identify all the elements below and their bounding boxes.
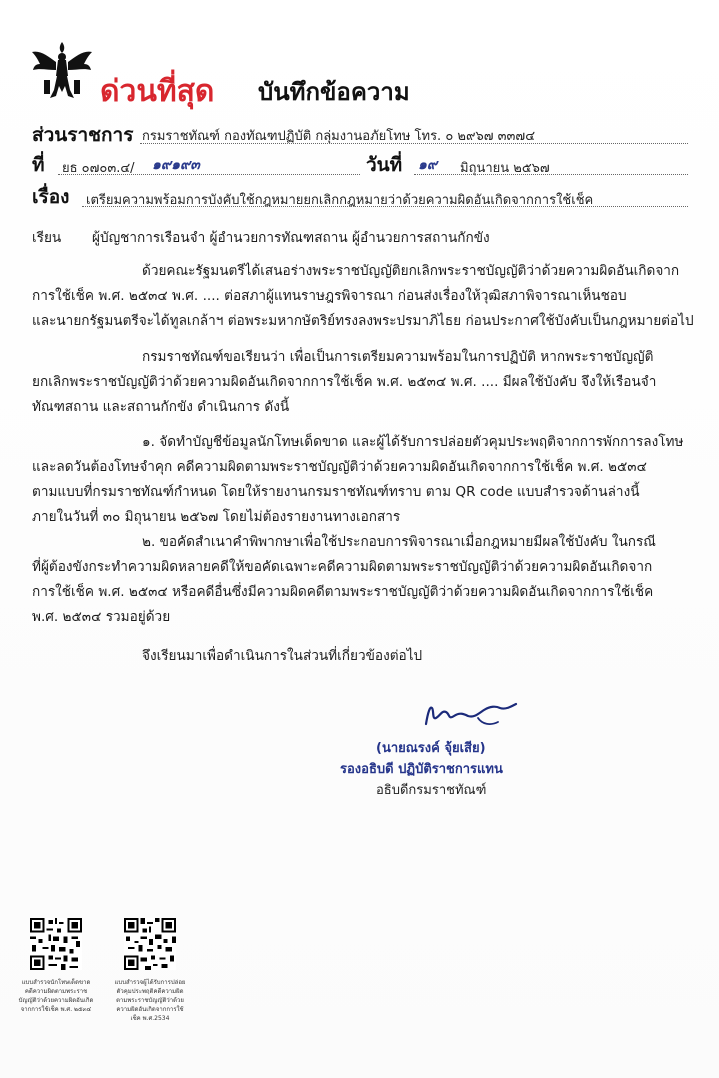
signatory-name: (นายณรงค์ จุ้ยเสีย)	[376, 741, 486, 756]
qr-caption: แบบสำรวจผู้ได้รับการปล่อยตัวคุมประพฤติคดีความผิดตามพระราชบัญญัติว่าด้วยความผิดอันเกิดจากการใช้เช็ค พ.ศ.2534	[114, 979, 186, 1022]
para1-line: การใช้เช็ค พ.ศ. ๒๕๓๔ พ.ศ. .... ต่อสภาผู้แทนราษฎรพิจารณา ก่อนส่งเรื่องให้วุฒิสภาพิจารณาเห็นชอบ	[32, 288, 627, 304]
doc-number-value: ยธ ๐๗๐๓.๔/	[62, 161, 135, 176]
closing-line: จึงเรียนมาเพื่อดำเนินการในส่วนที่เกี่ยวข้องต่อไป	[142, 648, 423, 664]
qr-code-icon[interactable]	[124, 918, 176, 970]
urgency-label: ด่วนที่สุด	[100, 74, 215, 109]
doc-number-handwritten: ๑๙๑๙๓	[152, 157, 200, 173]
para2-line: กรมราชทัณฑ์ขอเรียนว่า เพื่อเป็นการเตรียมความพร้อมในการปฏิบัติ หากพระราชบัญญัติ	[142, 349, 654, 365]
item1-line: ตามแบบที่กรมราชทัณฑ์กำหนด โดยให้รายงานกรมราชทัณฑ์ทราบ ตาม QR code แบบสำรวจด้านล่างนี้	[32, 484, 640, 500]
item2-line: การใช้เช็ค พ.ศ. ๒๕๓๔ หรือคดีอื่นซึ่งมีความผิดคดีตามพระราชบัญญัติว่าด้วยความผิดอันเกิดจากการใช้เช็ค	[32, 584, 654, 600]
signatory-acting-title: รองอธิบดี ปฏิบัติราชการแทน	[340, 762, 503, 777]
item2-line: พ.ศ. ๒๕๓๔ รวมอยู่ด้วย	[32, 609, 171, 625]
date-value: มิถุนายน ๒๕๖๗	[460, 161, 550, 176]
handwritten-signature-icon	[420, 698, 520, 732]
memo-title: บันทึกข้อความ	[258, 78, 410, 106]
office-value: กรมราชทัณฑ์ กองทัณฑปฏิบัติ กลุ่มงานอภัยโทษ โทร. ๐ ๒๙๖๗ ๓๓๗๔	[142, 129, 536, 144]
para1-line: ด้วยคณะรัฐมนตรีได้เสนอร่างพระราชบัญญัติยกเลิกพระราชบัญญัติว่าด้วยความผิดอันเกิดจาก	[142, 263, 680, 279]
office-label: ส่วนราชการ	[32, 124, 134, 146]
qr-block-parolees[interactable]	[112, 918, 188, 1023]
para2-line: ยกเลิกพระราชบัญญัติว่าด้วยความผิดอันเกิดจากการใช้เช็ค พ.ศ. ๒๕๓๔ พ.ศ. .... มีผลใช้บังคับ จึงให้เรือนจำ	[32, 374, 657, 390]
date-day-handwritten: ๑๙	[418, 157, 438, 173]
item1-line: และลดวันต้องโทษจำคุก คดีความผิดตามพระราชบัญญัติว่าด้วยความผิดอันเกิดจากการใช้เช็ค พ.ศ. ๒๕๓๔	[32, 459, 647, 475]
garuda-emblem-icon	[30, 40, 94, 100]
qr-block-inmates[interactable]	[18, 918, 94, 1014]
para1-line: และนายกรัฐมนตรีจะได้ทูลเกล้าฯ ต่อพระมหากษัตริย์ทรงลงพระปรมาภิไธย ก่อนประกาศใช้บังคับเป็นกฎหมายต่อไป	[32, 313, 694, 329]
date-label: วันที่	[366, 154, 403, 176]
doc-number-dotline	[58, 174, 360, 175]
para2-line: ทัณฑสถาน และสถานกักขัง ดำเนินการ ดังนี้	[32, 399, 290, 415]
item2-line: ที่ผู้ต้องขังกระทำความผิดหลายคดีให้ขอคัดเฉพาะคดีความผิดตามพระราชบัญญัติว่าด้วยความผิดอันเกิดจาก	[32, 559, 653, 575]
office-dotline	[140, 143, 688, 144]
subject-value: เตรียมความพร้อมการบังคับใช้กฎหมายยกเลิกกฎหมายว่าด้วยความผิดอันเกิดจากการใช้เช็ค	[86, 193, 594, 208]
qr-caption: แบบสำรวจนักโทษเด็ดขาดคดีความผิดตามพระราชบัญญัติว่าด้วยความผิดอันเกิดจากการใช้เช็ค พ.ศ. ๒๕๓๔	[18, 979, 94, 1013]
date-dotline	[414, 174, 688, 175]
subject-dotline	[82, 206, 688, 207]
subject-label: เรื่อง	[32, 186, 70, 208]
item2-line: ๒. ขอคัดสำเนาคำพิพากษาเพื่อใช้ประกอบการพิจารณาเมื่อกฎหมายมีผลใช้บังคับ ในกรณี	[142, 534, 656, 550]
salutation-label: เรียน	[32, 230, 62, 246]
signatory-position: อธิบดีกรมราชทัณฑ์	[376, 783, 487, 798]
qr-code-icon[interactable]	[30, 918, 82, 970]
doc-number-label: ที่	[32, 154, 45, 176]
item1-line: ๑. จัดทำบัญชีข้อมูลนักโทษเด็ดขาด และผู้ได้รับการปล่อยตัวคุมประพฤติจากการพักการลงโทษ	[142, 434, 684, 450]
item1-line: ภายในวันที่ ๓๐ มิถุนายน ๒๕๖๗ โดยไม่ต้องรายงานทางเอกสาร	[32, 509, 401, 525]
salutation-value: ผู้บัญชาการเรือนจำ ผู้อำนวยการทัณฑสถาน ผู้อำนวยการสถานกักขัง	[92, 230, 490, 246]
